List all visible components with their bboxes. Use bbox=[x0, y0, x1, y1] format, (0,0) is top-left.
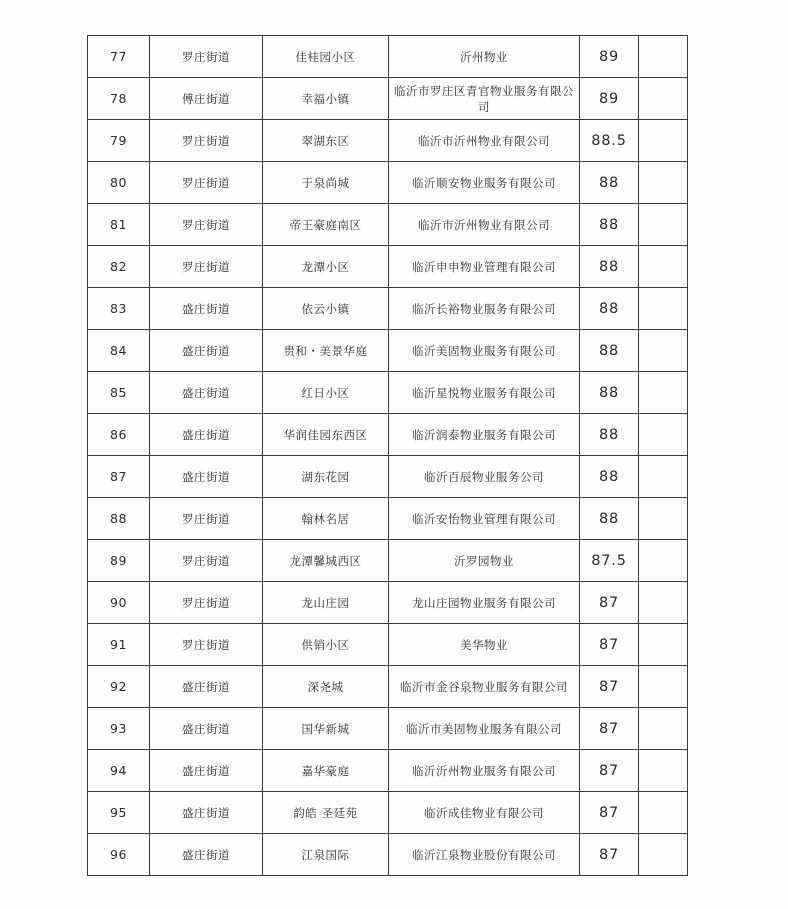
cell-note bbox=[639, 246, 688, 288]
cell-property-company: 临沂星悦物业服务有限公司 bbox=[389, 372, 580, 414]
cell-property-company: 沂州物业 bbox=[389, 36, 580, 78]
cell-community: 帝王豪庭南区 bbox=[263, 204, 389, 246]
cell-number: 90 bbox=[88, 582, 150, 624]
cell-community: 红日小区 bbox=[263, 372, 389, 414]
cell-community: 供销小区 bbox=[263, 624, 389, 666]
cell-community: 贵和・美景华庭 bbox=[263, 330, 389, 372]
cell-community: 龙潭小区 bbox=[263, 246, 389, 288]
cell-number: 91 bbox=[88, 624, 150, 666]
cell-property-company: 龙山庄园物业服务有限公司 bbox=[389, 582, 580, 624]
cell-number: 87 bbox=[88, 456, 150, 498]
cell-community: 龙山庄园 bbox=[263, 582, 389, 624]
cell-note bbox=[639, 120, 688, 162]
table-row bbox=[88, 540, 688, 582]
cell-community: 依云小镇 bbox=[263, 288, 389, 330]
cell-property-company: 临沂顺安物业服务有限公司 bbox=[389, 162, 580, 204]
cell-community: 嘉华豪庭 bbox=[263, 750, 389, 792]
cell-community: 翠湖东区 bbox=[263, 120, 389, 162]
cell-number: 93 bbox=[88, 708, 150, 750]
cell-score: 89 bbox=[580, 78, 639, 120]
cell-score: 87 bbox=[580, 582, 639, 624]
cell-property-company: 临沂申申物业管理有限公司 bbox=[389, 246, 580, 288]
table-row bbox=[88, 330, 688, 372]
cell-note bbox=[639, 498, 688, 540]
cell-street: 盛庄街道 bbox=[150, 288, 263, 330]
cell-street: 盛庄街道 bbox=[150, 834, 263, 876]
table-row bbox=[88, 414, 688, 456]
table-row bbox=[88, 750, 688, 792]
table-row bbox=[88, 372, 688, 414]
cell-note bbox=[639, 162, 688, 204]
table-row bbox=[88, 834, 688, 876]
table-row bbox=[88, 36, 688, 78]
cell-community: 湖东花园 bbox=[263, 456, 389, 498]
table-row bbox=[88, 456, 688, 498]
table-row bbox=[88, 246, 688, 288]
cell-property-company: 临沂市金谷泉物业服务有限公司 bbox=[389, 666, 580, 708]
cell-note bbox=[639, 540, 688, 582]
cell-property-company: 美华物业 bbox=[389, 624, 580, 666]
cell-street: 罗庄街道 bbox=[150, 120, 263, 162]
cell-note bbox=[639, 414, 688, 456]
cell-number: 89 bbox=[88, 540, 150, 582]
cell-street: 盛庄街道 bbox=[150, 708, 263, 750]
cell-street: 罗庄街道 bbox=[150, 204, 263, 246]
cell-note bbox=[639, 708, 688, 750]
cell-property-company: 临沂江泉物业股份有限公司 bbox=[389, 834, 580, 876]
cell-note bbox=[639, 834, 688, 876]
cell-number: 83 bbox=[88, 288, 150, 330]
cell-street: 罗庄街道 bbox=[150, 246, 263, 288]
cell-note bbox=[639, 792, 688, 834]
table-row bbox=[88, 624, 688, 666]
cell-score: 88 bbox=[580, 498, 639, 540]
cell-score: 87.5 bbox=[580, 540, 639, 582]
cell-number: 82 bbox=[88, 246, 150, 288]
cell-score: 87 bbox=[580, 708, 639, 750]
cell-number: 80 bbox=[88, 162, 150, 204]
cell-street: 罗庄街道 bbox=[150, 36, 263, 78]
cell-score: 88 bbox=[580, 372, 639, 414]
cell-street: 罗庄街道 bbox=[150, 624, 263, 666]
table-row bbox=[88, 288, 688, 330]
cell-street: 盛庄街道 bbox=[150, 372, 263, 414]
cell-number: 92 bbox=[88, 666, 150, 708]
cell-property-company: 临沂成佳物业有限公司 bbox=[389, 792, 580, 834]
table-row bbox=[88, 162, 688, 204]
table-row bbox=[88, 792, 688, 834]
cell-community: 幸福小镇 bbox=[263, 78, 389, 120]
cell-number: 94 bbox=[88, 750, 150, 792]
cell-property-company: 临沂市美固物业服务有限公司 bbox=[389, 708, 580, 750]
cell-note bbox=[639, 330, 688, 372]
cell-note bbox=[639, 36, 688, 78]
cell-number: 77 bbox=[88, 36, 150, 78]
cell-score: 88 bbox=[580, 162, 639, 204]
cell-property-company: 临沂安怡物业管理有限公司 bbox=[389, 498, 580, 540]
cell-number: 78 bbox=[88, 78, 150, 120]
cell-score: 88 bbox=[580, 330, 639, 372]
cell-number: 85 bbox=[88, 372, 150, 414]
cell-score: 87 bbox=[580, 624, 639, 666]
cell-note bbox=[639, 288, 688, 330]
cell-property-company: 临沂市罗庄区青官物业服务有限公司 bbox=[389, 78, 580, 120]
cell-community: 佳桂园小区 bbox=[263, 36, 389, 78]
cell-community: 龙潭馨城西区 bbox=[263, 540, 389, 582]
cell-number: 81 bbox=[88, 204, 150, 246]
cell-street: 盛庄街道 bbox=[150, 666, 263, 708]
cell-street: 盛庄街道 bbox=[150, 750, 263, 792]
cell-score: 88 bbox=[580, 204, 639, 246]
table-row bbox=[88, 120, 688, 162]
cell-score: 88 bbox=[580, 246, 639, 288]
table-body bbox=[88, 36, 688, 876]
cell-note bbox=[639, 582, 688, 624]
cell-score: 88.5 bbox=[580, 120, 639, 162]
cell-note bbox=[639, 204, 688, 246]
cell-street: 傅庄街道 bbox=[150, 78, 263, 120]
cell-score: 87 bbox=[580, 834, 639, 876]
cell-number: 95 bbox=[88, 792, 150, 834]
cell-community: 于泉尚城 bbox=[263, 162, 389, 204]
cell-number: 79 bbox=[88, 120, 150, 162]
cell-number: 96 bbox=[88, 834, 150, 876]
cell-community: 江泉国际 bbox=[263, 834, 389, 876]
cell-property-company: 临沂润泰物业服务有限公司 bbox=[389, 414, 580, 456]
cell-property-company: 临沂百辰物业服务公司 bbox=[389, 456, 580, 498]
cell-street: 罗庄街道 bbox=[150, 498, 263, 540]
cell-score: 87 bbox=[580, 750, 639, 792]
cell-property-company: 临沂美固物业服务有限公司 bbox=[389, 330, 580, 372]
cell-street: 罗庄街道 bbox=[150, 540, 263, 582]
cell-score: 87 bbox=[580, 666, 639, 708]
cell-street: 盛庄街道 bbox=[150, 414, 263, 456]
cell-note bbox=[639, 78, 688, 120]
cell-note bbox=[639, 624, 688, 666]
cell-number: 88 bbox=[88, 498, 150, 540]
cell-community: 深尧城 bbox=[263, 666, 389, 708]
cell-community: 翰林名居 bbox=[263, 498, 389, 540]
cell-street: 盛庄街道 bbox=[150, 330, 263, 372]
cell-property-company: 沂罗园物业 bbox=[389, 540, 580, 582]
cell-street: 盛庄街道 bbox=[150, 792, 263, 834]
table-row bbox=[88, 708, 688, 750]
cell-property-company: 临沂市沂州物业有限公司 bbox=[389, 204, 580, 246]
cell-street: 罗庄街道 bbox=[150, 582, 263, 624]
table-row bbox=[88, 498, 688, 540]
cell-score: 88 bbox=[580, 456, 639, 498]
cell-community: 华润佳园东西区 bbox=[263, 414, 389, 456]
table-row bbox=[88, 204, 688, 246]
cell-community: 国华新城 bbox=[263, 708, 389, 750]
cell-score: 87 bbox=[580, 792, 639, 834]
cell-street: 罗庄街道 bbox=[150, 162, 263, 204]
table-row bbox=[88, 582, 688, 624]
cell-street: 盛庄街道 bbox=[150, 456, 263, 498]
property-ranking-table bbox=[87, 35, 688, 876]
cell-note bbox=[639, 372, 688, 414]
cell-number: 86 bbox=[88, 414, 150, 456]
cell-property-company: 临沂长裕物业服务有限公司 bbox=[389, 288, 580, 330]
cell-score: 88 bbox=[580, 288, 639, 330]
cell-score: 88 bbox=[580, 414, 639, 456]
cell-number: 84 bbox=[88, 330, 150, 372]
cell-note bbox=[639, 666, 688, 708]
cell-community: 韵皓 圣廷苑 bbox=[263, 792, 389, 834]
cell-note bbox=[639, 750, 688, 792]
cell-property-company: 临沂沂州物业服务有限公司 bbox=[389, 750, 580, 792]
cell-score: 89 bbox=[580, 36, 639, 78]
cell-property-company: 临沂市沂州物业有限公司 bbox=[389, 120, 580, 162]
table-row bbox=[88, 78, 688, 120]
table-row bbox=[88, 666, 688, 708]
cell-note bbox=[639, 456, 688, 498]
